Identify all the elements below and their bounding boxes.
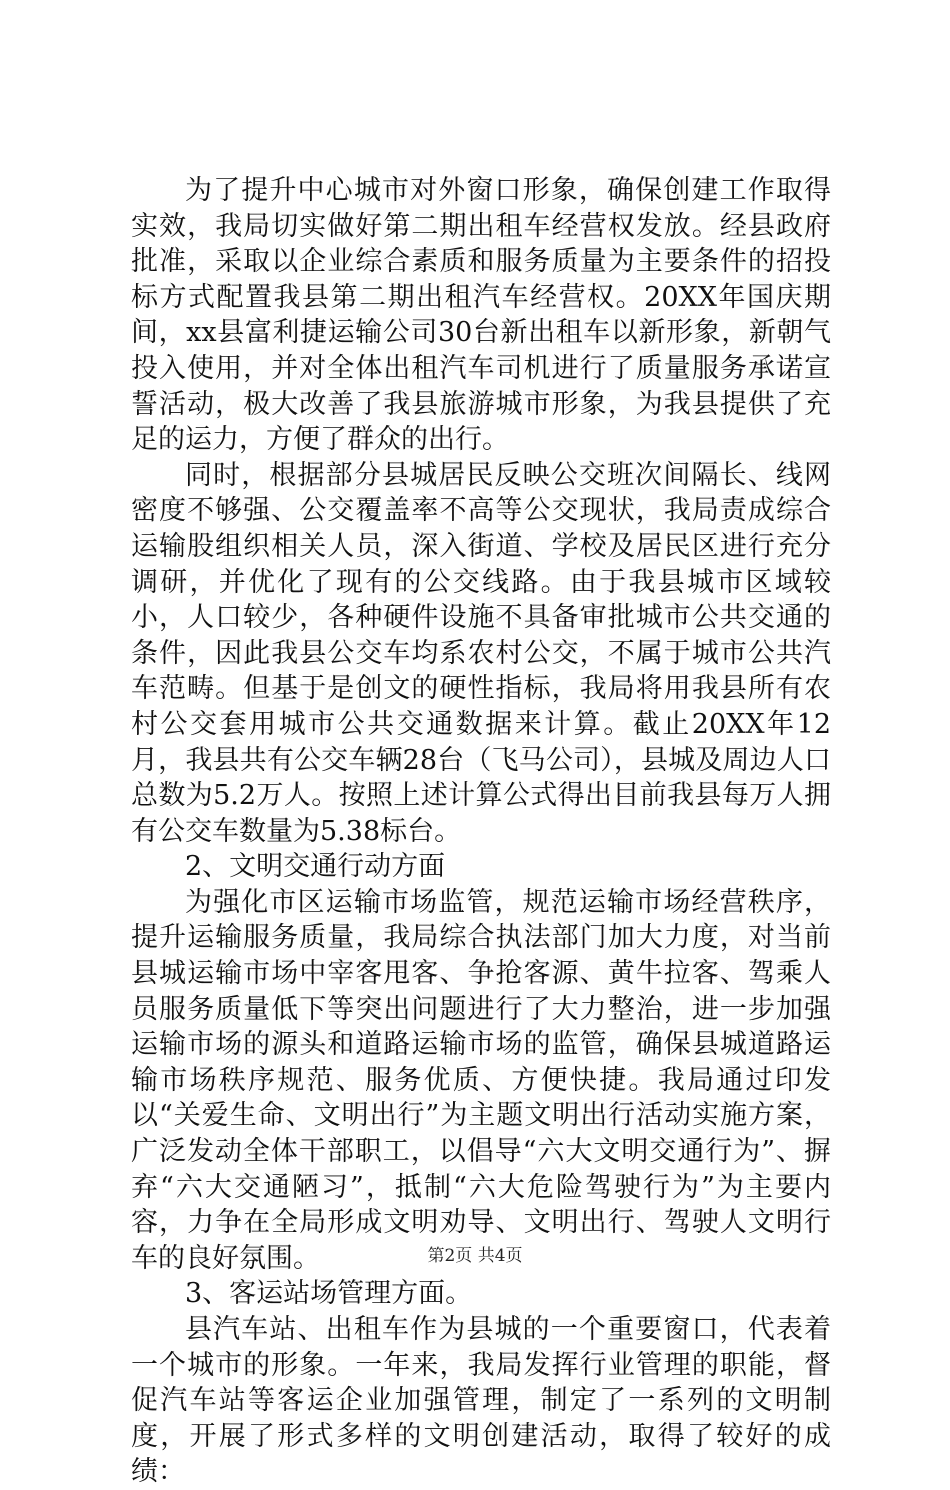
section-heading-civilized-traffic: 2、文明交通行动方面	[185, 851, 446, 883]
paragraph-public-transit: 同时，根据部分县城居民反映公交班次间隔长、线网密度不够强、公交覆盖率不高等公交现状，我局责成综合运输股组织相关人员，深入街道、学校及居民区进行充分调研，并优化了现有的公交线路。由于我县城市区域较小，人口较少，各种硬件设施不具备审批城市公共交通的条件，因此我县公交车均系农村公交，不属于城市公共汽车范畴。但基于是创文的硬性指标，我局将用我县所有农村公交套用城市公共交通数据来计算。截止20XX年12月，我县共有公交车辆28台（飞马公司），县城及周边人口总数为5.2万人。按照上述计算公式得出目前我县每万人拥有公交车数量为5.38标台。	[131, 459, 831, 847]
document-body	[131, 173, 831, 1490]
page-number-footer: 第2页 共4页	[427, 1246, 523, 1266]
section-heading-passenger-station: 3、客运站场管理方面。	[185, 1278, 473, 1310]
paragraph-passenger-station: 县汽车站、出租车作为县城的一个重要窗口，代表着一个城市的形象。一年来，我局发挥行业管理的职能，督促汽车站等客运企业加强管理，制定了一系列的文明制度，开展了形式多样的文明创建活动，取得了较好的成绩：	[131, 1314, 831, 1488]
paragraph-taxi-operating-rights: 为了提升中心城市对外窗口形象，确保创建工作取得实效，我局切实做好第二期出租车经营权发放。经县政府批准，采取以企业综合素质和服务质量为主要条件的招投标方式配置我县第二期出租汽车经营权。20XX年国庆期间，xx县富利捷运输公司30台新出租车以新形象，新朝气投入使用，并对全体出租汽车司机进行了质量服务承诺宣誓活动，极大改善了我县旅游城市形象，为我县提供了充足的运力，方便了群众的出行。	[131, 175, 831, 456]
paragraph-civilized-traffic: 为强化市区运输市场监管，规范运输市场经营秩序，提升运输服务质量，我局综合执法部门加大力度，对当前县城运输市场中宰客甩客、争抢客源、黄牛拉客、驾乘人员服务质量低下等突出问题进行了大力整治，进一步加强运输市场的源头和道路运输市场的监管，确保县城道路运输市场秩序规范、服务优质、方便快捷。我局通过印发以“关爱生命、文明出行”为主题文明出行活动实施方案，广泛发动全体干部职工，以倡导“六大文明交通行为”、摒弃“六大交通陋习”，抵制“六大危险驾驶行为”为主要内容，力争在全局形成文明劝导、文明出行、驾驶人文明行车的良好氛围。	[131, 886, 831, 1274]
